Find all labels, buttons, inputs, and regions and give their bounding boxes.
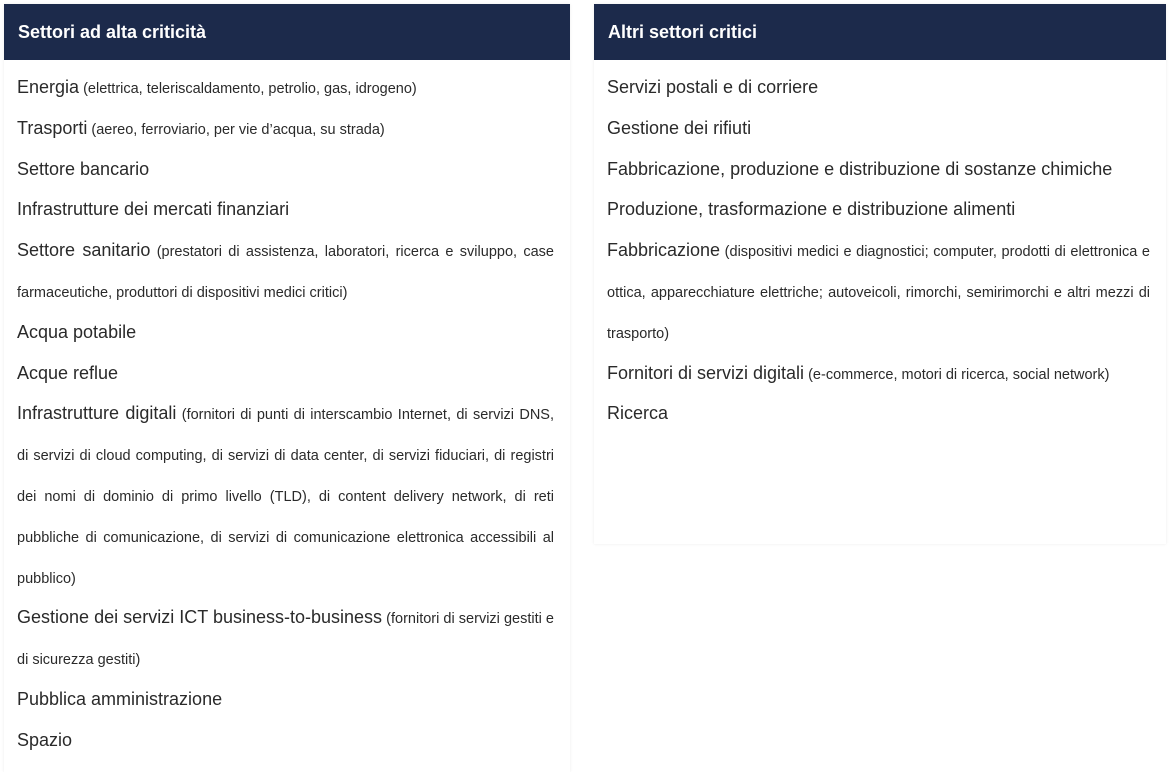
sector-name: Infrastrutture dei mercati finanziari <box>17 199 290 220</box>
sector-item <box>607 354 1150 395</box>
sector-name: Spazio <box>17 729 73 750</box>
panel-title: Altri settori critici <box>594 4 1166 60</box>
sector-item <box>17 190 554 231</box>
sector-name: Energia <box>17 77 80 97</box>
sector-detail: (aereo, ferroviario, per vie d’acqua, su strada) <box>91 121 385 138</box>
sector-item <box>17 231 554 313</box>
sector-item <box>607 394 1150 435</box>
sector-detail: (prestatori di assistenza, laboratori, ricerca e sviluppo, case farmaceutiche, produttori di dispositivi medici critici) <box>17 244 554 301</box>
sector-list <box>4 60 570 762</box>
sector-name: Gestione dei rifiuti <box>607 117 752 138</box>
sector-item <box>607 109 1150 150</box>
sector-name: Servizi postali e di corriere <box>607 77 819 97</box>
sector-name: Fornitori di servizi digitali <box>607 362 805 383</box>
sector-name: Fabbricazione <box>607 240 721 261</box>
sector-item <box>17 109 554 150</box>
sector-item <box>17 394 554 598</box>
sector-name: Produzione, trasformazione e distribuzione alimenti <box>607 199 1016 220</box>
sector-item <box>17 313 554 354</box>
sector-detail: (fornitori di punti di interscambio Internet, di servizi DNS, di servizi di cloud computing, di servizi di data center, di servizi fiduciari, di registri dei nomi di dominio di primo livello (TLD), di content delivery network, di reti pubbliche di comunicazione, di servizi di comunicazione elettronica accessibili al pubblico) <box>17 407 555 587</box>
sector-name: Gestione dei servizi ICT business-to-business <box>17 607 383 628</box>
sector-item <box>607 68 1150 109</box>
sector-name: Ricerca <box>607 403 669 424</box>
sector-name: Settore sanitario <box>17 240 151 261</box>
sector-detail: (fornitori di servizi gestiti e di sicurezza gestiti) <box>17 611 554 669</box>
sector-name: Pubblica amministrazione <box>17 688 223 709</box>
sector-name: Infrastrutture digitali <box>17 403 177 424</box>
sector-name: Settore bancario <box>17 158 150 179</box>
sector-detail: (e-commerce, motori di ricerca, social network) <box>808 366 1110 383</box>
high-criticality-sectors-panel <box>4 4 570 772</box>
other-critical-sectors-panel <box>594 4 1166 544</box>
sector-item <box>607 150 1150 191</box>
sector-item <box>17 68 554 109</box>
sector-item <box>17 354 554 395</box>
sector-item <box>17 598 554 680</box>
panel-title: Settori ad alta criticità <box>4 4 570 60</box>
sector-item <box>17 150 554 191</box>
sector-item <box>607 190 1150 231</box>
sector-detail: (elettrica, teleriscaldamento, petrolio, gas, idrogeno) <box>83 81 417 97</box>
sector-item <box>17 680 554 721</box>
sector-detail: (dispositivi medici e diagnostici; computer, prodotti di elettronica e ottica, apparecchiature elettriche; autoveicoli, rimorchi, semirimorchi e altri mezzi di trasporto) <box>607 244 1150 342</box>
sector-item <box>607 231 1150 353</box>
sector-list <box>594 60 1166 435</box>
sector-name: Fabbricazione, produzione e distribuzione di sostanze chimiche <box>607 158 1113 179</box>
sector-name: Acqua potabile <box>17 321 137 342</box>
sector-item <box>17 721 554 762</box>
sector-name: Acque reflue <box>17 362 119 383</box>
sector-name: Trasporti <box>17 117 88 138</box>
